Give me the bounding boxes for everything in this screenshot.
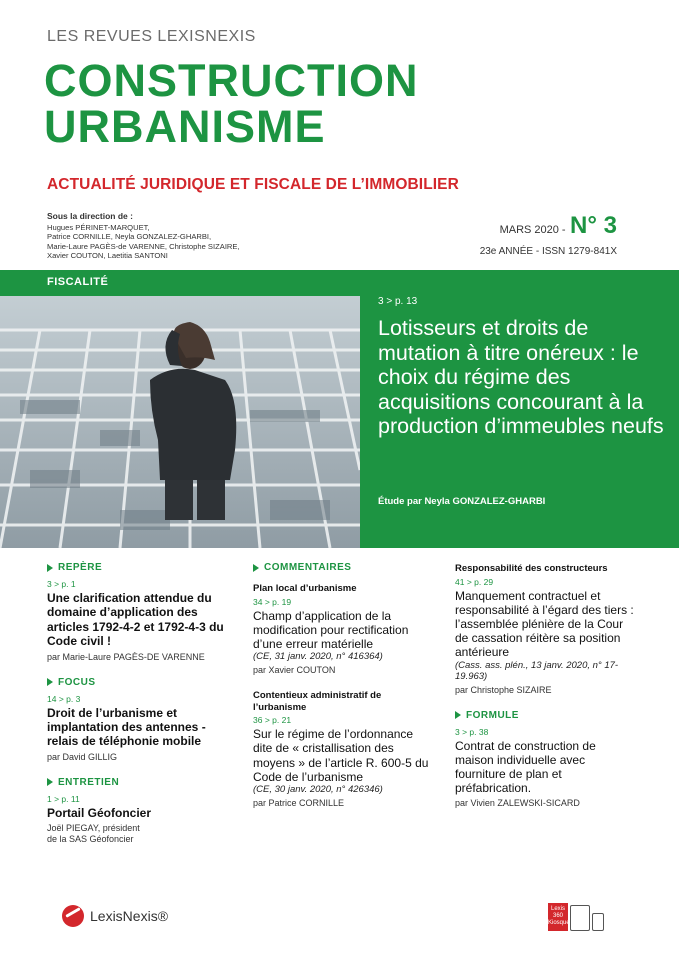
column-1 — [47, 562, 227, 845]
section-entretien: ENTRETIEN — [47, 777, 227, 788]
feature-block[interactable] — [0, 270, 679, 548]
column-3 — [455, 563, 635, 809]
tablet-icon — [570, 905, 590, 931]
journal-subtitle: ACTUALITÉ JURIDIQUE ET FISCALE DE L’IMMOBILIER — [47, 176, 459, 193]
feature-headline[interactable]: Lotisseurs et droits de mutation à titre onéreux : le choix du régime des acquisitions concourant à la production d’immeubles neufs — [378, 316, 664, 438]
direction-line: Patrice CORNILLE, Neyla GONZALEZ-GHARBI, — [47, 232, 212, 242]
arrow-icon — [47, 678, 53, 686]
feature-panel[interactable] — [360, 270, 679, 548]
lexisnexis-mark-icon — [62, 905, 84, 927]
arrow-icon — [455, 711, 461, 719]
arrow-icon — [253, 564, 259, 572]
maze-photo — [0, 270, 360, 548]
article-ref: 36 > p. 21 — [253, 715, 292, 726]
arrow-icon — [47, 778, 53, 786]
logo-text: LexisNexis® — [90, 908, 169, 924]
publisher-brand: LES REVUES LEXISNEXIS — [47, 28, 256, 45]
article-title[interactable]: Une clarification attendue du domaine d’application des articles 1792-4-2 et 1792-4-3 du Code civil ! — [47, 591, 224, 649]
section-repere: REPÈRE — [47, 562, 227, 573]
article-title[interactable]: Contrat de construction de maison individuelle avec fourniture de plan et préfabrication. — [455, 738, 596, 796]
article-title[interactable]: Sur le régime de l’ordonnance dite de « cristallisation des moyens » de l’article R. 600-5 du Code de l’urbanisme — [253, 727, 429, 784]
article-title[interactable]: Manquement contractuel et responsabilité à l’égard des tiers : l’assemblée plénière de la Cour de cassation réitère sa position antérieure — [455, 588, 634, 660]
section-focus: FOCUS — [47, 677, 227, 688]
article-title[interactable]: Champ d’application de la modification pour rectification d’une erreur matérielle — [253, 608, 409, 651]
issue-year-issn: 23e ANNÉE - ISSN 1279-841X — [479, 246, 617, 257]
article-author: par Vivien ZALEWSKI-SICARD — [455, 798, 580, 809]
title-line-1: CONSTRUCTION — [44, 55, 419, 106]
article-author: par Xavier COUTON — [253, 665, 336, 676]
journal-title — [44, 55, 419, 152]
article-ref: 3 > p. 38 — [455, 726, 489, 737]
article-category: Responsabilité des constructeurs — [455, 563, 608, 574]
direction-label: Sous la direction de : — [47, 211, 133, 221]
article-ref: 14 > p. 3 — [47, 693, 81, 704]
issue-info — [480, 212, 617, 257]
article-title[interactable]: Droit de l’urbanisme et implantation des antennes - relais de téléphonie mobile — [47, 705, 206, 749]
article-category: Plan local d’urbanisme — [253, 583, 357, 594]
section-commentaires: COMMENTAIRES — [253, 562, 433, 573]
article-author: Joël PIEGAY, président de la SAS Géofoncier — [47, 823, 140, 845]
article-category: Contentieux administratif de l’urbanisme — [253, 690, 382, 713]
column-2 — [253, 562, 433, 809]
lexisnexis-logo[interactable] — [62, 905, 168, 927]
issue-number: N° 3 — [570, 212, 617, 239]
section-formule: FORMULE — [455, 710, 635, 721]
article-author: par Patrice CORNILLE — [253, 797, 345, 808]
article-author: par David GILLIG — [47, 751, 118, 762]
article-ref: 3 > p. 1 — [47, 579, 76, 589]
direction-line: Xavier COUTON, Laetitia SANTONI — [47, 250, 168, 260]
direction-line: Marie-Laure PAGÈS-de VARENNE, Christophe SIZAIRE, — [47, 241, 240, 251]
editorial-direction — [47, 212, 240, 260]
feature-ref: 3 > p. 13 — [378, 296, 418, 307]
article-citation: (Cass. ass. plén., 13 janv. 2020, n° 17-19.963) — [455, 659, 619, 682]
article-citation: (CE, 31 janv. 2020, n° 416364) — [253, 651, 383, 663]
title-line-2: URBANISME — [44, 101, 326, 152]
section-label: FISCALITÉ — [47, 276, 109, 288]
phone-icon — [592, 913, 604, 931]
arrow-icon — [47, 564, 53, 572]
lexis360-badge[interactable] — [548, 903, 604, 931]
article-ref: 41 > p. 29 — [455, 576, 494, 587]
article-citation: (CE, 30 janv. 2020, n° 426346) — [253, 783, 383, 795]
article-author: par Marie-Laure PAGÈS-DE VARENNE — [47, 651, 205, 662]
maze-illustration — [0, 270, 360, 548]
feature-author: Étude par Neyla GONZALEZ-GHARBI — [378, 496, 546, 507]
issue-date: MARS 2020 - — [499, 224, 566, 236]
article-author: par Christophe SIZAIRE — [455, 684, 552, 695]
article-title[interactable]: Portail Géofoncier — [47, 805, 152, 820]
lexis360-icon: Lexis 360 Kiosque — [548, 903, 568, 931]
direction-line: Hugues PÉRINET-MARQUET, — [47, 223, 150, 233]
article-ref: 1 > p. 11 — [47, 793, 80, 804]
article-ref: 34 > p. 19 — [253, 596, 292, 607]
